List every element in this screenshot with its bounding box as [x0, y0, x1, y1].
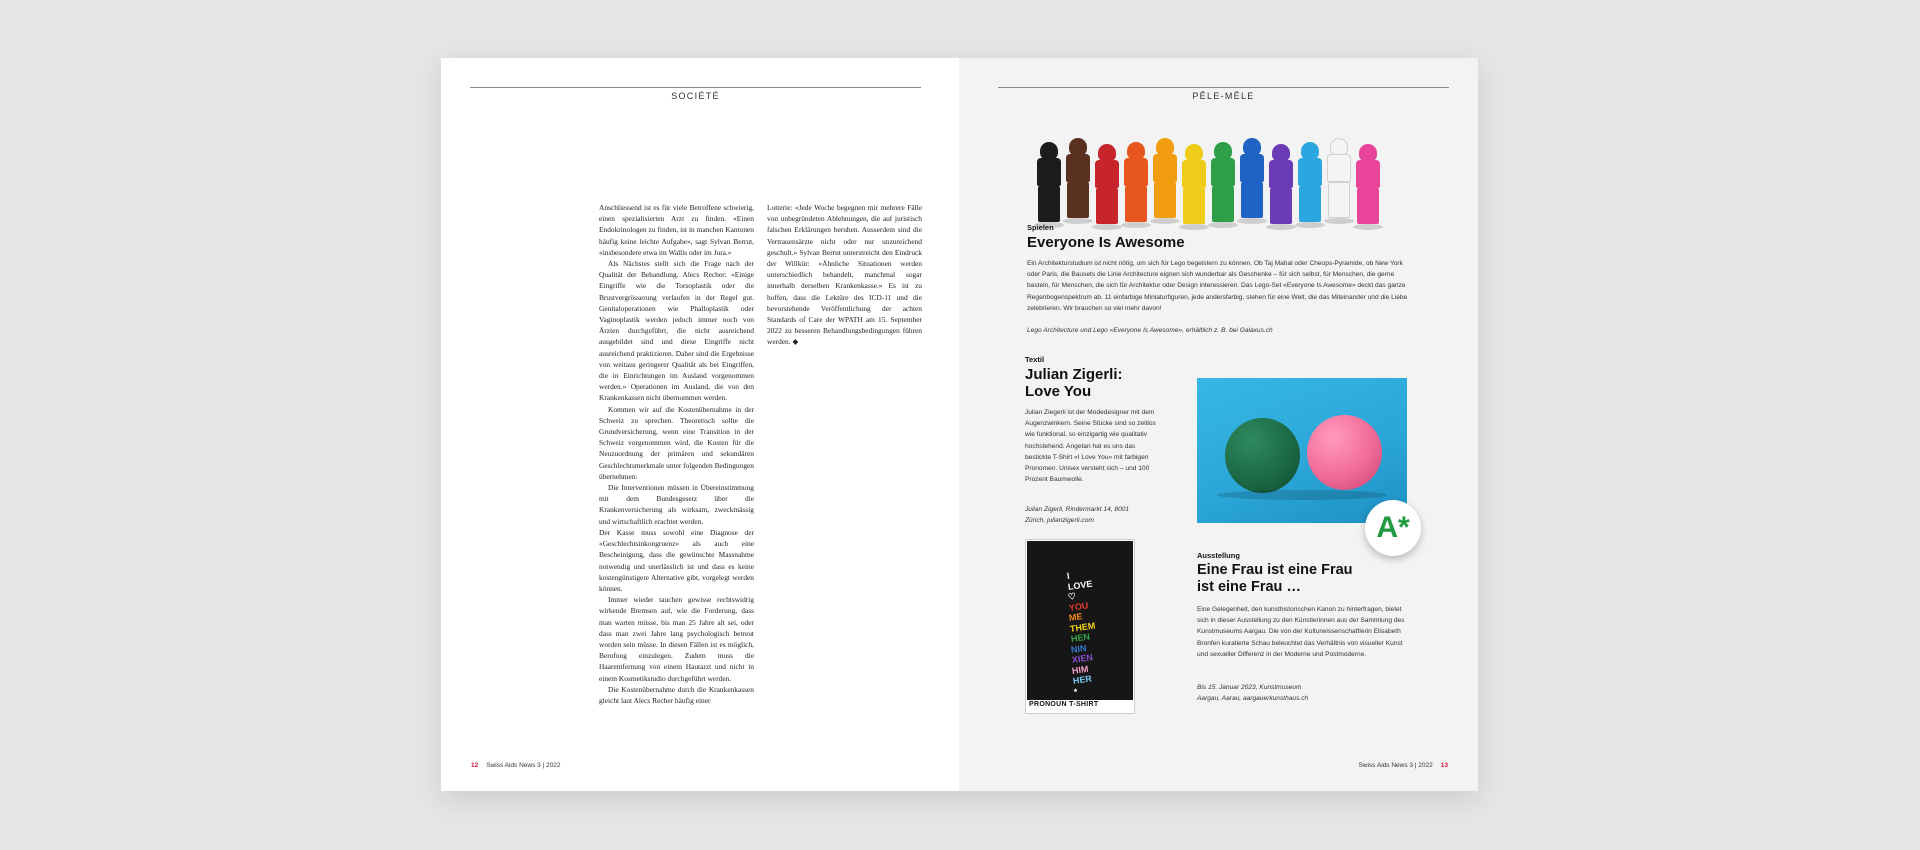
article-kicker: Ausstellung [1197, 551, 1240, 560]
lego-figure-torso [1211, 158, 1235, 186]
lego-figure-legs [1038, 186, 1060, 222]
lego-figure-shadow [1324, 218, 1354, 224]
article-kicker: Textil [1025, 355, 1045, 364]
tshirt-word: NIN [1070, 642, 1088, 655]
lego-figure-legs [1212, 186, 1234, 222]
lego-figure-shadow [1353, 224, 1383, 230]
lego-figure-torso [1182, 160, 1206, 188]
paragraph: Die Kostenübernahme durch die Krankenkassen gleicht laut Alecs Recher häufig einer [599, 684, 754, 705]
photo-caption: PRONOUN T-SHIRT [1029, 701, 1099, 708]
publication-name: Swiss Aids News 3 | 2022 [1358, 762, 1433, 769]
magazine-spread [441, 58, 1478, 791]
paragraph: Kommen wir auf die Kostenübernahme in der Schweiz zu sprechen. Theoretisch sollte die Grundversicherung, wenn eine Transition in der Schweiz vorgenommen wird, die Kosten für die Neuzuordnung der primären und sekundären Geschlechtsmerkmale unter folgenden Bedingungen übernehmen: [599, 404, 754, 481]
lego-figure-torso [1356, 160, 1380, 188]
lego-figure-legs [1270, 188, 1292, 224]
tshirt-photo [1025, 539, 1135, 714]
lego-figure-shadow [1295, 222, 1325, 228]
title-line: Julian Zigerli: [1025, 366, 1123, 383]
article-credit [1025, 504, 1161, 526]
article-title: Everyone Is Awesome [1027, 234, 1185, 251]
ball-shadow [1217, 490, 1387, 500]
tshirt-word: ME [1068, 611, 1084, 623]
tshirt-word: HIM [1071, 663, 1090, 676]
page-number: 13 [1440, 762, 1448, 769]
lego-figure-legs [1328, 182, 1350, 218]
section-title: PÊLE-MÊLE [1192, 91, 1255, 101]
article-credit: Lego Architecture und Lego «Everyone Is Awesome», erhältlich z. B. bei Galaxus.ch [1027, 327, 1273, 334]
rating-badge: A* [1365, 500, 1421, 556]
lego-figure-shadow [1121, 222, 1151, 228]
article-body: Ein Architekturstudium ist nicht nötig, um sich für Lego begeistern zu können. Ob Taj Mahal oder Cheops-Pyramide, ob New York oder Paris, die Bausets die Linie Architecture eignen sich wunderbar als Geschenke – für sich selbst, für Menschen, die gerne basteln, für Menschen, die sich für Architektur oder Design interessieren. Das Lego-Set «Everyone Is Awesome» deckt das ganze Regenbogenspektrum ab. 11 einfarbige Miniaturfiguren, jede andersfarbig, stehen für eine Welt, die das Miteinander und die Liebe zelebrieren. Wir brauchen so viel mehr davon! [1027, 260, 1408, 312]
title-line: ist eine Frau … [1197, 579, 1301, 595]
title-line: Love You [1025, 383, 1092, 400]
lego-figure-torso [1066, 154, 1090, 182]
credit-line: Zürich, julianzigerli.com [1025, 517, 1094, 524]
header-rule [998, 87, 1449, 88]
tshirt-word: HEN [1069, 631, 1091, 644]
exhibition-balls-photo [1197, 378, 1407, 523]
credit-line: Bis 15. Januar 2023, Kunstmuseum [1197, 684, 1302, 691]
paragraph: Immer wieder tauchen gewisse rechtswidrig wirkende Bremsen auf, wie die Forderung, dass man warten müsse, bis man 25 Jahre alt sei, oder dass man zwei Jahre lang psychologisch betreut worden sein müsse. In diesen Fällen ist es möglich, Berufung einzulegen. Zudem muss die Haarentfernung von einem Hautarzt und nicht in einem Kosmetikstudio durchgeführt werden. [599, 595, 754, 683]
lego-figure-shadow [1208, 222, 1238, 228]
paragraph: Lotterie: «Jede Woche begegnen mir mehrere Fälle von unbegründeten Ablehnungen, die auf juristisch falschen Erklärungen beruhen. Ausserdem sind die Vertrauensärzte nicht oder nur unzureichend geschult.» Sylvan Berrut unterstreicht den Eindruck der Willkür: «Ähnliche Situationen werden unterschiedlich behandelt, manchmal sogar innerhalb derselben Krankenkasse.» Es ist zu hoffen, dass die Lektüre des ICD-11 und die bevorstehende Veröffentlichung der achten Standards of Care der WPATH am 15. September 2022 zu besseren Behandlungsbedingungen führen werden. ◆ [767, 203, 922, 347]
lego-figure-legs [1299, 186, 1321, 222]
lego-figure-torso [1095, 160, 1119, 188]
publication-name: Swiss Aids News 3 | 2022 [486, 762, 561, 769]
paragraph: Der Kasse muss sowohl eine Diagnose der «Geschlechtsinkongruenz» als auch eine Bescheinigung, dass die gewünschte Massnahme notwendig und unerlässlich ist und dass es keine kostengünstigere Alternative gibt, vorgelegt werden können. [599, 527, 754, 593]
article-body: Julian Ziegerli ist der Modedesigner mit dem Augenzwinkern. Seine Stücke sind so zeitlos wie funktional, so einzigartig wie qualitativ hochstehend. Angetan hat es uns das bestickte T-Shirt «I Love You» mit farbigen Pronomen. Unisex versteht sich – und 100 Prozent Baumwolle. [1025, 409, 1156, 484]
lego-figure-legs [1096, 188, 1118, 224]
lego-figure-shadow [1237, 218, 1267, 224]
tshirt-image [1027, 541, 1133, 700]
lego-figure-torso [1124, 158, 1148, 186]
lego-figure-shadow [1266, 224, 1296, 230]
article-body: Eine Gelegenheit, den kunsthistorischen Kanon zu hinterfragen, bietet sich in dieser Ausstellung zu den Künstlerinnen aus der Sammlung des Kunstmuseums Aargau. Die von der Kulturwissenschaftlerin Elisabeth Bronfen kuratierte Schau beleuchtet das Verhältnis von visueller Kunst und sexueller Differenz in der Moderne und Postmoderne. [1197, 606, 1405, 658]
article-kicker: Spielen [1027, 223, 1054, 232]
left-page [441, 58, 959, 791]
green-ball [1225, 418, 1300, 493]
lego-figure-torso [1240, 154, 1264, 182]
tshirt-word: THEM [1069, 619, 1096, 634]
lego-figure-torso [1153, 154, 1177, 182]
page-number: 12 [471, 762, 479, 769]
tshirt-word: * [1072, 686, 1078, 697]
pink-ball [1307, 415, 1382, 490]
tshirt-word: ♡ [1067, 590, 1077, 602]
page-footer [471, 762, 561, 769]
lego-figure-shadow [1092, 224, 1122, 230]
credit-line: Julian Zigerli, Rindermarkt 14, 8001 [1025, 506, 1130, 513]
lego-figure-legs [1154, 182, 1176, 218]
tshirt-word: LOVE [1066, 578, 1093, 592]
lego-figure-torso [1037, 158, 1061, 186]
lego-figure-legs [1125, 186, 1147, 222]
lego-figure-legs [1183, 188, 1205, 224]
article-credit [1197, 682, 1412, 704]
header-rule [470, 87, 921, 88]
lego-figure-shadow [1150, 218, 1180, 224]
lego-figure-torso [1327, 154, 1351, 182]
lego-figures-photo [1026, 124, 1386, 230]
text-column-1 [599, 202, 754, 706]
tshirt-word: XIEN [1071, 652, 1094, 665]
lego-figure-legs [1357, 188, 1379, 224]
title-line: Eine Frau ist eine Frau [1197, 562, 1353, 578]
text-column-2 [767, 202, 922, 348]
lego-figure-torso [1269, 160, 1293, 188]
article-title [1025, 366, 1123, 400]
lego-figure-shadow [1063, 218, 1093, 224]
tshirt-word: YOU [1068, 599, 1089, 613]
paragraph: Anschliessend ist es für viele Betroffene schwierig, einen spezialisierten Arzt zu finden. «Einen Endokrinologen zu finden, ist in manchen Kantonen häufig keine leichte Aufgabe», sagt Sylvan Berrut, «insbesondere etwa im Wallis oder im Jura.» [599, 203, 754, 257]
lego-figure-legs [1067, 182, 1089, 218]
section-title: SOCIÉTÉ [671, 91, 720, 101]
lego-figure-torso [1298, 158, 1322, 186]
lego-figure-legs [1241, 182, 1263, 218]
paragraph: Die Interventionen müssen in Übereinstimmung mit dem Bundesgesetz über die Krankenversicherung als wirksam, zweckmässig und wirtschaftlich erachtet werden. [599, 483, 754, 526]
credit-line: Aargau, Aarau, aargauerkunsthaus.ch [1197, 695, 1309, 702]
lego-figure-shadow [1179, 224, 1209, 230]
tshirt-word: HER [1072, 673, 1093, 686]
page-footer [1358, 762, 1448, 769]
paragraph: Als Nächstes stellt sich die Frage nach der Qualität der Behandlung. Alecs Recher: «Einige Eingriffe wie die Torsoplastik oder die Brustvergrösserung verlaufen in der Regel gut. Genitaloperationen wie Phalloplastik oder Vaginoplastik werden jedoch immer noch von Ärzten durchgeführt, die nicht ausreichend ausgebildet sind und diese Eingriffe nicht ausreichend praktizieren. Daher sind die Ergebnisse von weitaus geringerer Qualität als bei Eingriffen, die in Einrichtungen im Ausland vorgenommen werden.» Operationen im Ausland, die von den Krankenkassen nicht übernommen werden. [599, 259, 754, 403]
article-title [1197, 562, 1353, 596]
tshirt-word: I [1066, 570, 1071, 581]
